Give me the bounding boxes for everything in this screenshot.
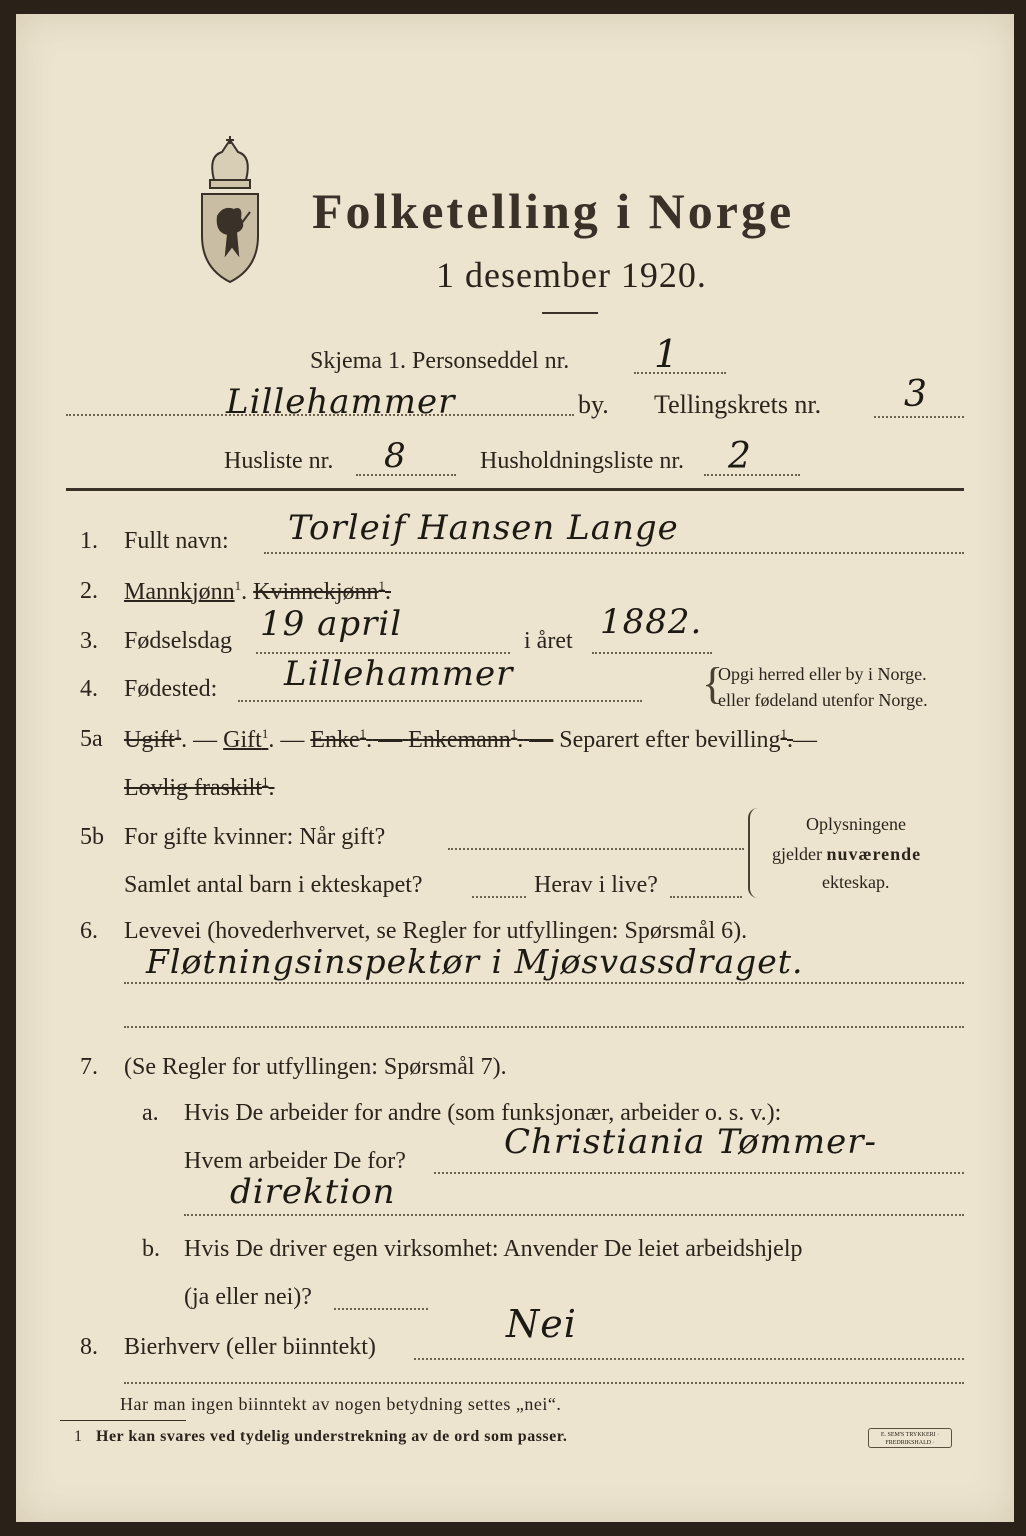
- tellingskrets-label: Tellingskrets nr.: [654, 390, 822, 419]
- separator: .: [385, 579, 391, 605]
- separator: .: [787, 727, 794, 753]
- q4-number: 4.: [80, 676, 98, 702]
- lovlig-text: Lovlig fraskilt: [124, 775, 262, 801]
- q1-field: [264, 552, 964, 554]
- separator: —: [378, 727, 403, 753]
- q7a-field-line1: [434, 1172, 964, 1174]
- q4-note-line2: eller fødeland utenfor Norge.: [718, 690, 928, 710]
- q1-label: Fullt navn:: [124, 528, 229, 554]
- q5b-label-alive: Herav i live?: [534, 872, 658, 898]
- schema-label: Skjema 1. Personseddel nr.: [310, 348, 570, 374]
- q3-label: Fødselsdag: [124, 628, 232, 654]
- personseddel-field: [634, 372, 726, 374]
- q8-field-line2: [124, 1382, 964, 1384]
- printer-stamp: [868, 1428, 952, 1448]
- q6-occupation-value: Fløtningsinspektør i Mjøsvassdraget.: [146, 942, 804, 981]
- q6-label: Levevei (hovederhvervet, se Regler for utfyllingen: Spørsmål 6).: [124, 918, 748, 944]
- q2-number: 2.: [80, 578, 98, 604]
- q7a-number: a.: [142, 1100, 159, 1126]
- personseddel-number: 1: [654, 332, 680, 376]
- footnote-mark: 1: [378, 578, 385, 593]
- footer-note: Har man ingen biinntekt av nogen betydning settes „nei“.: [120, 1394, 562, 1414]
- q7a-text: Hvis De arbeider for andre (som funksjonær, arbeider o. s. v.):: [184, 1100, 782, 1126]
- q4-field: [238, 700, 642, 702]
- census-form: [16, 14, 1014, 1522]
- q7a-field-line2: [184, 1214, 964, 1216]
- option-mannkjonn: Mannkjønn: [124, 579, 235, 605]
- separator: .: [366, 727, 373, 753]
- enke-text: Enke: [310, 727, 360, 753]
- option-lovlig-fraskilt: [124, 774, 274, 802]
- kvinnekjonn-text: Kvinnekjønn: [253, 579, 379, 605]
- q5b-alive-field: [670, 896, 742, 898]
- note-gjelder: gjelder: [772, 844, 822, 864]
- q3-year-field: [592, 652, 712, 654]
- ugift-text: Ugift: [124, 727, 175, 753]
- q3-number: 3.: [80, 628, 98, 654]
- q2-options: [124, 578, 391, 606]
- separator: .: [517, 727, 524, 753]
- option-enke: [310, 727, 553, 753]
- option-separert-mark: [781, 727, 794, 753]
- q8-field: [414, 1358, 964, 1360]
- form-title: Folketelling i Norge: [312, 183, 795, 239]
- husliste-number: 8: [384, 436, 407, 476]
- note-nuvaerende: nuværende: [826, 844, 922, 864]
- husholdning-number: 2: [728, 436, 752, 477]
- separert-text: Separert efter bevilling: [559, 727, 781, 753]
- printer-text: E. SEM'S TRYKKERI · FREDRIKSHALD ·: [880, 1432, 940, 1446]
- option-separert: [559, 727, 780, 753]
- q4-brace: {: [702, 659, 724, 708]
- husliste-label: Husliste nr.: [224, 448, 334, 474]
- separator: .: [241, 579, 248, 605]
- census-date: 1 desember 1920.: [436, 255, 707, 295]
- by-label: by.: [578, 390, 609, 419]
- footnote-rule: [60, 1420, 186, 1421]
- q7b-field: [334, 1308, 428, 1310]
- q8-number: 8.: [80, 1334, 98, 1360]
- header-rule: [66, 488, 964, 491]
- separator: .: [181, 727, 188, 753]
- q5b-children-field: [472, 896, 526, 898]
- footnote-mark: 1: [510, 726, 518, 741]
- footnote-mark: 1: [780, 726, 788, 741]
- q8-value: Nei: [506, 1302, 577, 1346]
- title-divider: [542, 312, 598, 314]
- q6-field-line1: [124, 982, 964, 984]
- separator: —: [280, 727, 305, 753]
- q7-label: (Se Regler for utfyllingen: Spørsmål 7).: [124, 1054, 507, 1080]
- q7-number: 7.: [80, 1054, 98, 1080]
- q6-number: 6.: [80, 918, 98, 944]
- q7b-text: Hvis De driver egen virksomhet: Anvender De leiet arbeidshjelp: [184, 1236, 803, 1262]
- q7a-employer-value-line2: direktion: [230, 1172, 396, 1212]
- footnote-mark: 1: [261, 726, 269, 741]
- footnote-mark: 1: [74, 1428, 82, 1445]
- q5b-married-field: [448, 848, 744, 850]
- enkemann-text: Enkemann: [408, 727, 511, 753]
- q8-label: Bierhverv (eller biinntekt): [124, 1334, 376, 1360]
- option-gift: [223, 727, 268, 753]
- footnote-mark: 1: [234, 578, 242, 593]
- footnote-mark: 1: [359, 726, 367, 741]
- q3-year-label: i året: [524, 628, 573, 654]
- q1-number: 1.: [80, 528, 98, 554]
- q5b-bracket: [748, 808, 760, 898]
- q3-birthday-value: 19 april: [260, 604, 403, 644]
- q3-year-value: 1882.: [600, 602, 703, 642]
- footnote-text: Her kan svares ved tydelig understrekning av de ord som passer.: [96, 1428, 568, 1445]
- husholdning-label: Husholdningsliste nr.: [480, 448, 685, 474]
- footnote-mark: 1: [174, 726, 182, 741]
- separator: .: [268, 727, 275, 753]
- option-ugift: [124, 727, 181, 753]
- norwegian-coat-of-arms-icon: [188, 136, 272, 286]
- q5a-options: [124, 726, 817, 754]
- q5b-note-line3: ekteskap.: [822, 872, 890, 892]
- q4-note-line1: Opgi herred eller by i Norge.: [718, 664, 927, 684]
- separator: —: [193, 727, 218, 753]
- q5b-label-children: Samlet antal barn i ekteskapet?: [124, 872, 423, 898]
- q4-label: Fødested:: [124, 676, 218, 702]
- tellingskrets-field: [874, 416, 964, 418]
- tellingskrets-number: 3: [904, 374, 928, 415]
- q5b-note-line2: [772, 844, 921, 865]
- husholdning-field: [704, 474, 800, 476]
- q5b-note-line1: Oplysningene: [806, 814, 906, 834]
- q4-birthplace-value: Lillehammer: [284, 654, 514, 694]
- q7a-employer-value-line1: Christiania Tømmer-: [504, 1122, 877, 1162]
- q5b-label-married: For gifte kvinner: Når gift?: [124, 824, 386, 850]
- q5a-number: 5a: [80, 726, 103, 752]
- separator: —: [793, 727, 818, 753]
- city-value: Lillehammer: [226, 382, 456, 422]
- separator: —: [529, 727, 554, 753]
- q7b-number: b.: [142, 1236, 160, 1262]
- q7b-question: (ja eller nei)?: [184, 1284, 312, 1310]
- separator: .: [268, 775, 275, 801]
- q6-field-line2: [124, 1026, 964, 1028]
- option-kvinnekjonn: [253, 579, 391, 605]
- q5b-number: 5b: [80, 824, 104, 850]
- q7a-question: Hvem arbeider De for?: [184, 1148, 406, 1174]
- q1-name-value: Torleif Hansen Lange: [288, 508, 679, 548]
- gift-text: Gift: [223, 727, 262, 753]
- footnote-mark: 1: [261, 774, 269, 789]
